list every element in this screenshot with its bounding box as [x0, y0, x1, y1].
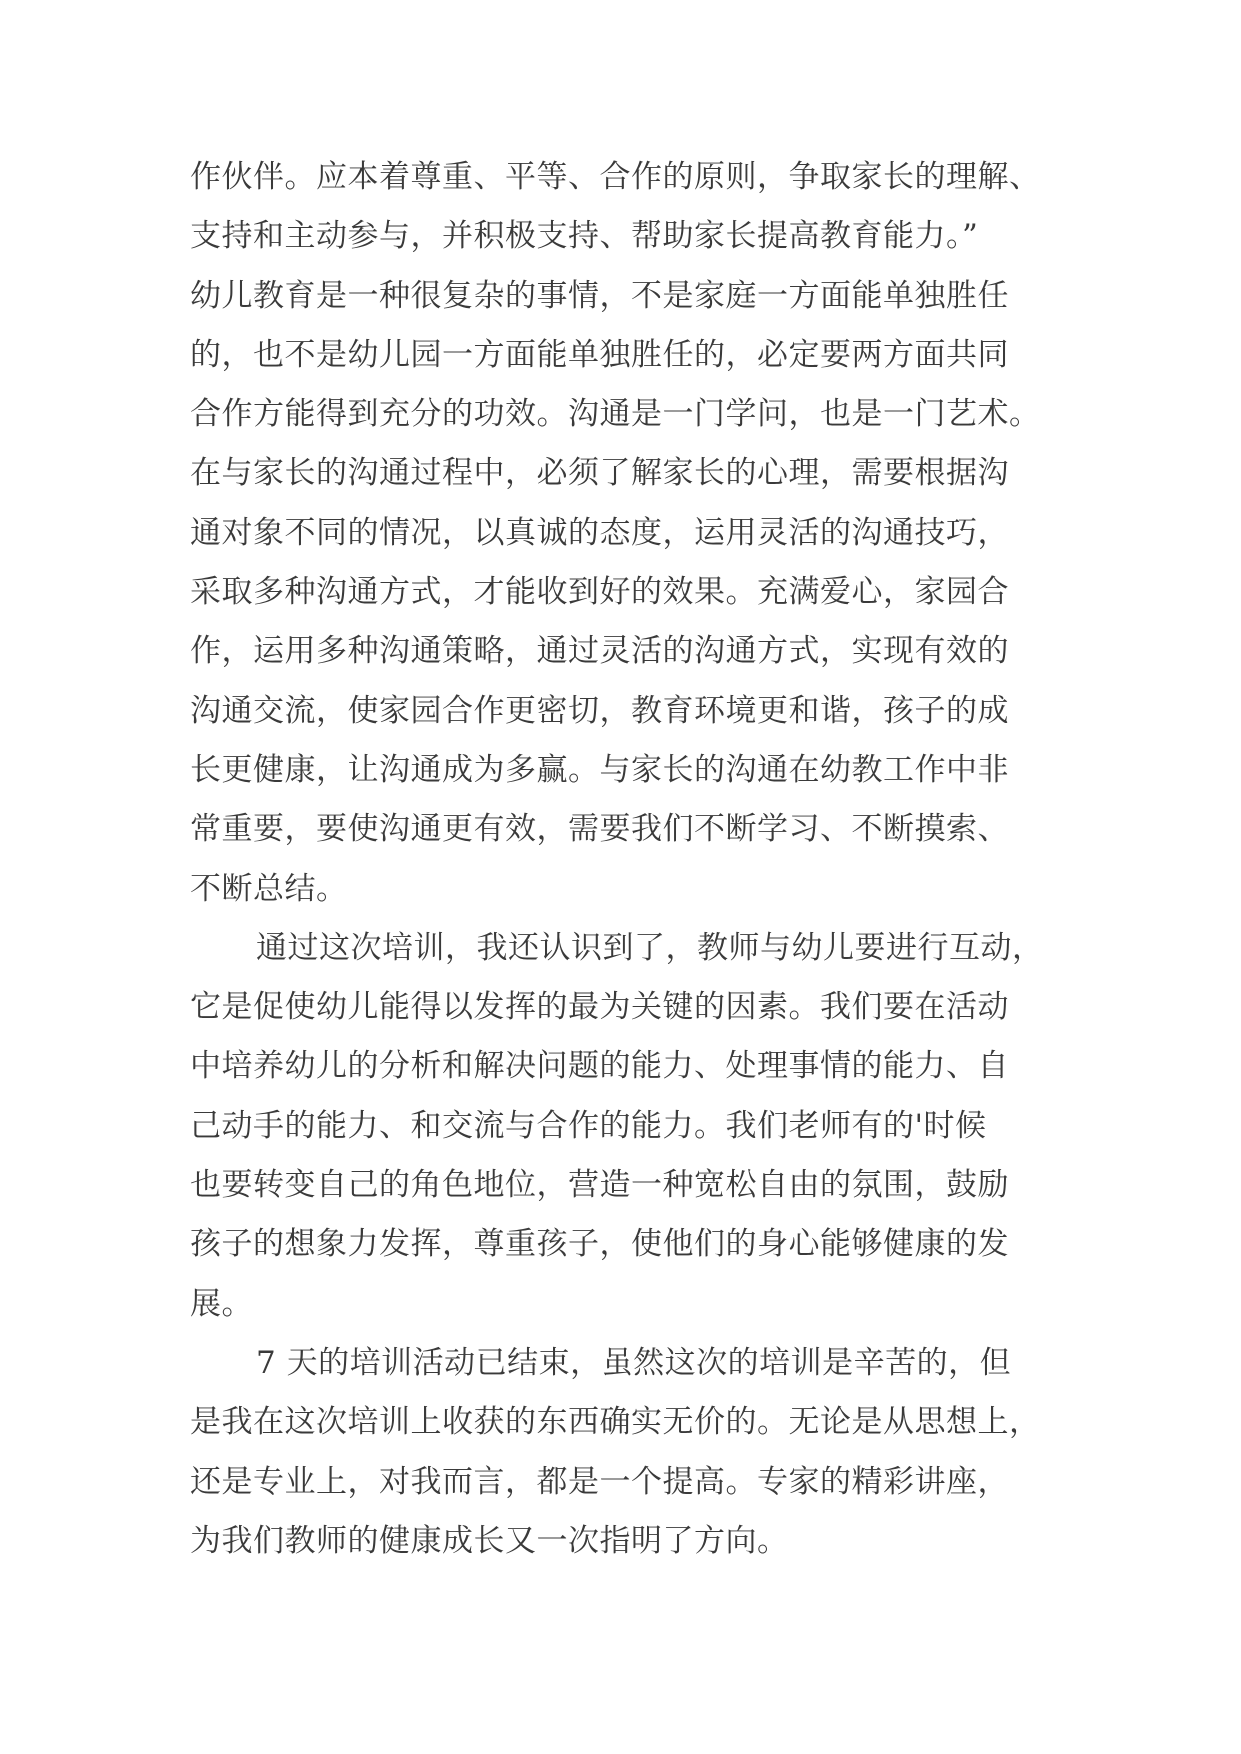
- text-line: 是我在这次培训上收获的东西确实无价的。无论是从思想上，: [190, 1404, 1041, 1441]
- text-line: 中培养幼儿的分析和解决问题的能力、处理事情的能力、自: [190, 1048, 1009, 1085]
- text-line: 作伙伴。应本着尊重、平等、合作的原则，争取家长的理解、: [190, 159, 1041, 195]
- text-line: 常重要，要使沟通更有效，需要我们不断学习、不断摸索、: [190, 811, 1009, 848]
- text-line: 己动手的能力、和交流与合作的能力。我们老师有的'时候: [190, 1107, 987, 1144]
- text-line: 为我们教师的健康成长又一次指明了方向。: [190, 1522, 789, 1559]
- body-text: [190, 148, 1080, 1571]
- text-line: 的，也不是幼儿园一方面能单独胜任的，必定要两方面共同: [190, 336, 1009, 373]
- text-line: 幼儿教育是一种很复杂的事情，不是家庭一方面能单独胜任: [190, 277, 1009, 314]
- paragraph-start-line: 7 天的培训活动已结束，虽然这次的培训是辛苦的，但: [256, 1344, 1012, 1381]
- text-line: 支持和主动参与，并积极支持、帮助家长提高教育能力。”: [190, 218, 979, 255]
- paragraph-start-line: 通过这次培训，我还认识到了，教师与幼儿要进行互动，: [256, 929, 1044, 966]
- text-line: 不断总结。: [190, 870, 348, 907]
- text-line: 沟通交流，使家园合作更密切，教育环境更和谐，孩子的成: [190, 692, 1009, 729]
- text-line: 合作方能得到充分的功效。沟通是一门学问，也是一门艺术。: [190, 396, 1041, 433]
- text-line: 通对象不同的情况，以真诚的态度，运用灵活的沟通技巧，: [190, 514, 1009, 551]
- text-line: 采取多种沟通方式，才能收到好的效果。充满爱心，家园合: [190, 574, 1009, 611]
- text-line: 展。: [190, 1285, 253, 1322]
- text-line: 也要转变自己的角色地位，营造一种宽松自由的氛围，鼓励: [190, 1167, 1009, 1204]
- text-line: 它是促使幼儿能得以发挥的最为关键的因素。我们要在活动: [190, 989, 1009, 1026]
- text-line: 作，运用多种沟通策略，通过灵活的沟通方式，实现有效的: [190, 633, 1009, 670]
- text-line: 孩子的想象力发挥，尊重孩子，使他们的身心能够健康的发: [190, 1226, 1009, 1263]
- text-line: 长更健康，让沟通成为多赢。与家长的沟通在幼教工作中非: [190, 751, 1009, 788]
- text-line: 还是专业上，对我而言，都是一个提高。专家的精彩讲座，: [190, 1463, 1009, 1500]
- text-line: 在与家长的沟通过程中，必须了解家长的心理，需要根据沟: [190, 455, 1009, 492]
